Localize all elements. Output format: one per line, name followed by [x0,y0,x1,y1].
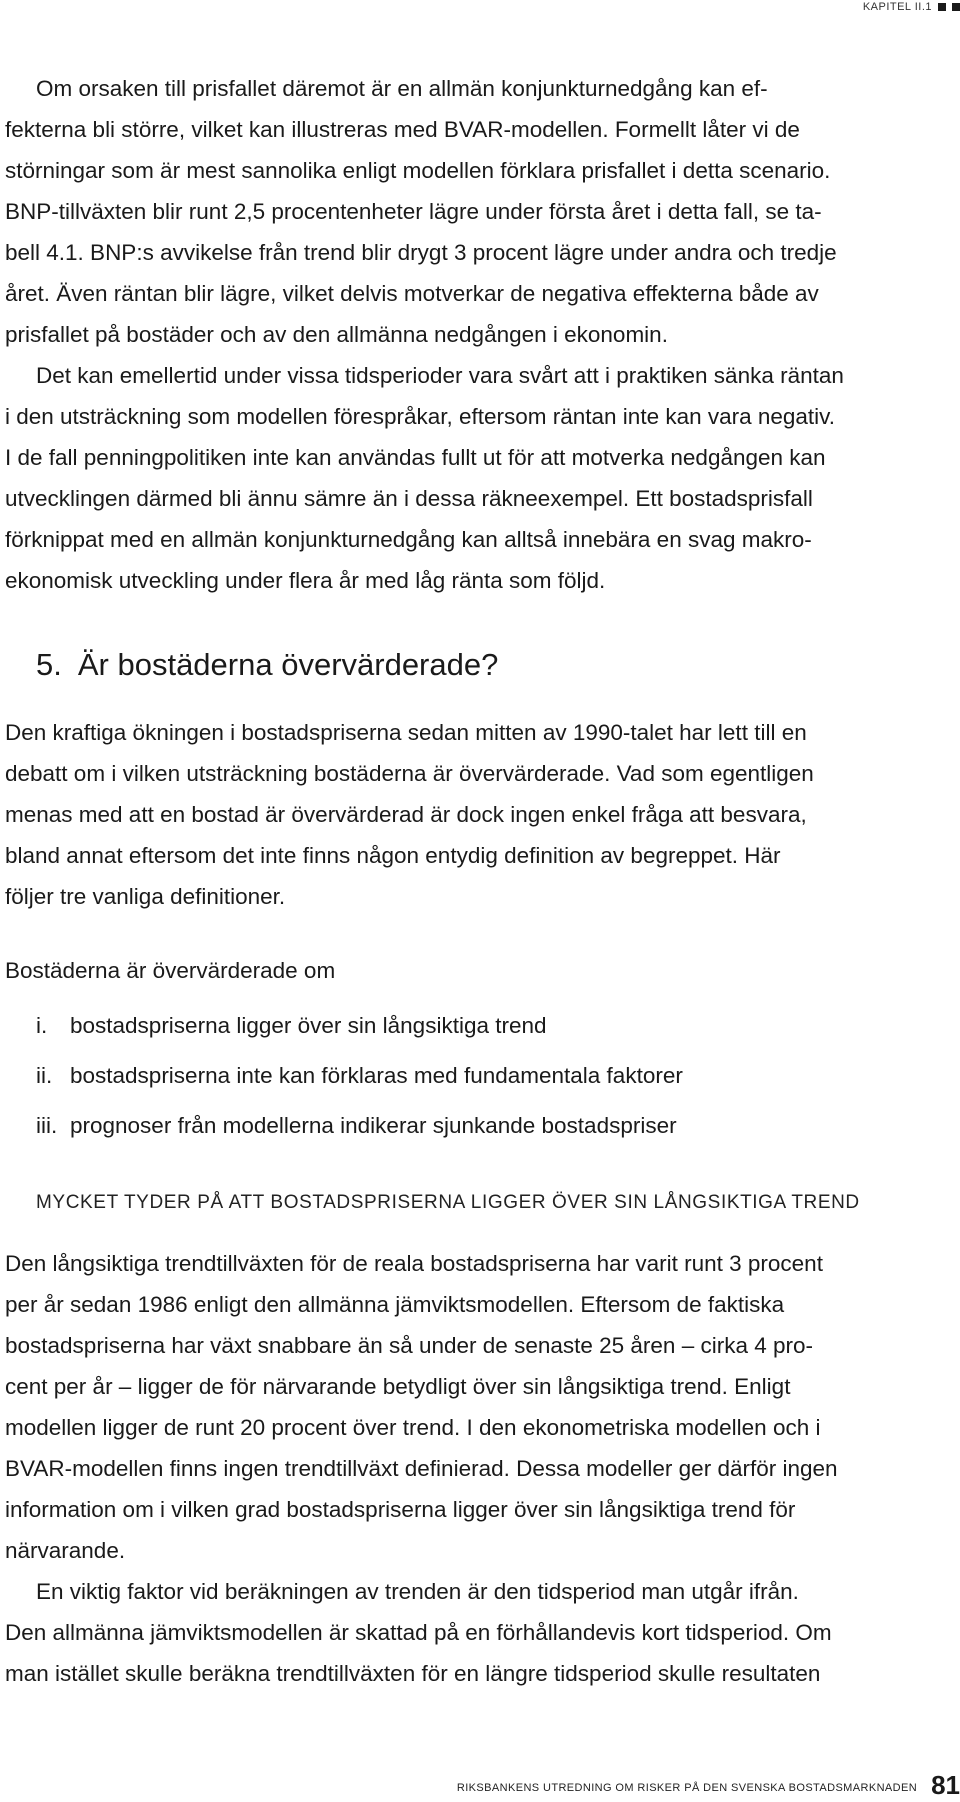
text-line: menas med att en bostad är övervärderad är dock ingen enkel fråga att besvara, [5,802,807,827]
list-intro: Bostäderna är övervärderade om [5,958,336,983]
paragraph-2 [5,355,955,601]
list-item [36,1006,683,1056]
text-line: information om i vilken grad bostadspriserna ligger över sin långsiktiga trend för [5,1497,796,1522]
list-marker: i. [36,1013,48,1038]
section-number: 5. [36,647,62,682]
list-item-text: bostadspriserna ligger över sin långsiktiga trend [70,1013,547,1038]
text-line: BVAR-modellen finns ingen trendtillväxt definierad. Dessa modeller ger därför ingen [5,1456,838,1481]
text-line: ekonomisk utveckling under flera år med låg ränta som följd. [5,568,606,593]
text-line: Det kan emellertid under vissa tidsperioder vara svårt att i praktiken sänka räntan [36,363,844,388]
subheading: MYCKET TYDER PÅ ATT BOSTADSPRISERNA LIGGER ÖVER SIN LÅNGSIKTIGA TREND [36,1192,860,1213]
text-line: BNP-tillväxten blir runt 2,5 procentenheter lägre under första året i detta fall, se ta- [5,199,822,224]
paragraph-4 [5,1243,955,1571]
text-line: per år sedan 1986 enligt den allmänna jämviktsmodellen. Eftersom de faktiska [5,1292,785,1317]
text-line: förknippat med en allmän konjunkturnedgång kan alltså innebära en svag makro- [5,527,812,552]
text-line: bell 4.1. BNP:s avvikelse från trend blir drygt 3 procent lägre under andra och tredje [5,240,837,265]
text-line: året. Även räntan blir lägre, vilket delvis motverkar de negativa effekterna både av [5,281,819,306]
text-line: fekterna bli större, vilket kan illustreras med BVAR-modellen. Formellt låter vi de [5,117,800,142]
paragraph-5 [5,1571,955,1694]
text-line: man istället skulle beräkna trendtillväxten för en längre tidsperiod skulle resultaten [5,1661,821,1686]
list-item [36,1106,683,1156]
list-item [36,1056,683,1106]
page-header [863,0,960,14]
list-item-text: prognoser från modellerna indikerar sjunkande bostadspriser [70,1113,677,1138]
square-marker-icon [952,3,960,11]
list-marker: iii. [36,1113,58,1138]
text-line: utvecklingen därmed bli ännu sämre än i dessa räkneexempel. Ett bostadsprisfall [5,486,813,511]
paragraph-3 [5,712,955,917]
list-item-text: bostadspriserna inte kan förklaras med fundamentala faktorer [70,1063,683,1088]
text-line: cent per år – ligger de för närvarande betydligt över sin långsiktiga trend. Enligt [5,1374,791,1399]
text-line: i den utsträckning som modellen förespråkar, eftersom räntan inte kan vara negativ. [5,404,836,429]
text-line: närvarande. [5,1538,126,1563]
text-line: debatt om i vilken utsträckning bostäderna är övervärderade. Vad som egentligen [5,761,814,786]
paragraph-1 [5,68,954,355]
chapter-label: KAPITEL II.1 [862,1,932,13]
text-line: modellen ligger de runt 20 procent över trend. I den ekonometriska modellen och i [5,1415,821,1440]
page-number: 81 [931,1770,960,1800]
section-title: Är bostäderna övervärderade? [77,647,499,682]
text-line: prisfallet på bostäder och av den allmänna nedgången i ekonomin. [5,322,668,347]
text-line: Den långsiktiga trendtillväxten för de reala bostadspriserna har varit runt 3 procent [5,1251,823,1276]
section-heading [36,647,498,683]
square-marker-icon [938,3,946,11]
text-line: I de fall penningpolitiken inte kan användas fullt ut för att motverka nedgången kan [5,445,826,470]
footer-text: RIKSBANKENS UTREDNING OM RISKER PÅ DEN SVENSKA BOSTADSMARKNADEN [456,1782,918,1794]
text-line: En viktig faktor vid beräkningen av trenden är den tidsperiod man utgår ifrån. [36,1579,799,1604]
text-line: störningar som är mest sannolika enligt modellen förklara prisfallet i detta scenario. [5,158,831,183]
page-footer [457,1762,960,1802]
text-line: Om orsaken till prisfallet däremot är en allmän konjunkturnedgång kan ef- [36,76,768,101]
text-line: Den allmänna jämviktsmodellen är skattad på en förhållandevis kort tidsperiod. Om [5,1620,832,1645]
text-line: bland annat eftersom det inte finns någon entydig definition av begreppet. Här [5,843,781,868]
text-line: följer tre vanliga definitioner. [5,884,286,909]
definition-list [36,1006,683,1156]
text-line: bostadspriserna har växt snabbare än så under de senaste 25 åren – cirka 4 pro- [5,1333,813,1358]
list-marker: ii. [36,1063,53,1088]
text-line: Den kraftiga ökningen i bostadspriserna sedan mitten av 1990-talet har lett till en [5,720,807,745]
